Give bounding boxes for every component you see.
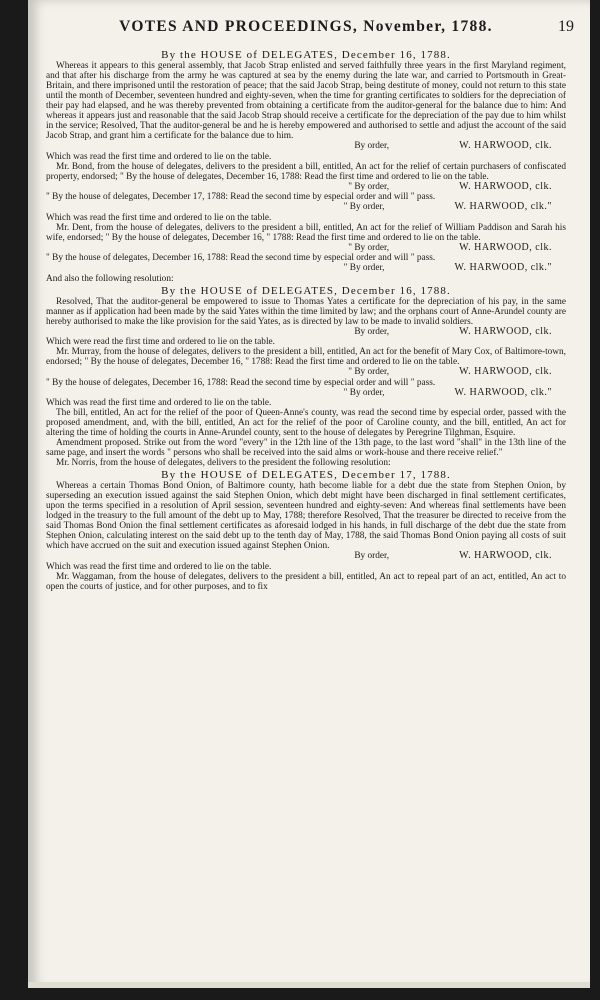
by-order-text: " By order,	[343, 387, 385, 398]
clerk-signature: W. HARWOOD, clk.	[459, 180, 552, 192]
clerk-signature: W. HARWOOD, clk.	[459, 241, 552, 253]
paragraph: Mr. Dent, from the house of delegates, delivers to the president a bill, entitled, An act for the relief of William Paddison and Sarah his wife, endorsed; " By the house of delegates, December 16, " 1788: Read the first time and ordered to lie on the table.	[46, 222, 566, 243]
clerk-signature: W. HARWOOD, clk.	[459, 140, 552, 151]
paragraph: Whereas it appears to this general assembly, that Jacob Strap enlisted and served faithfully three years in the first Maryland regiment, and that after his discharge from the army he was captured at sea by the enemy during the late war, and carried to Portsmouth in Great-Britain, and there imprisoned until the restoration of peace; that the said Jacob Strap, being destitute of money, could not return to this state until the month of December, seventeen hundred and eighty-seven, when the time for granting certificates to soldiers for the depreciation of their pay had elapsed, and he was thereby prevented from obtaining a certificate from the auditor-general for the balance due to him: And whereas it appears just and reasonable that the said Jacob Strap should receive a certificate for the depreciation of the pay due to him whilst in the service; Resolved, That the auditor-general be and he is hereby empowered and authorised to settle and adjust the account of the said Jacob Strap, and grant him a certificate for the balance due to him.	[46, 61, 566, 141]
clerk-signature: W. HARWOOD, clk.	[459, 550, 552, 561]
record-note: " By the house of delegates, December 17, 1788: Read the second time by especial order and will " pass.	[46, 192, 436, 202]
clerk-signature: W. HARWOOD, clk."	[454, 262, 552, 273]
running-head-title: VOTES AND PROCEEDINGS,	[119, 18, 359, 35]
paragraph: The bill, entitled, An act for the relief of the poor of Queen-Anne's county, was read the second time by especial order, passed with the proposed amendment, and, with the bill, entitled, An act for the relief of the poor of Caroline county, and the bill, entitled, An act for altering the time of holding the courts in Anne-Arundel county, sent to the house of delegates by Peregrine Tilghman, Esquire.	[46, 408, 566, 438]
clerk-signature: W. HARWOOD, clk.	[459, 325, 552, 337]
clerk-signature: W. HARWOOD, clk."	[454, 386, 552, 398]
record-note: " By the house of delegates, December 16, 1788: Read the second time by especial order and will " pass.	[46, 253, 436, 263]
paragraph: Mr. Waggaman, from the house of delegates, delivers to the president a bill, entitled, An act to repeal part of an act, entitled, An act to open the courts of justice, and for other purposes, and to fix	[46, 571, 566, 592]
paragraph: Mr. Bond, from the house of delegates, delivers to the president a bill, entitled, An act for the relief of certain purchasers of confiscated property, endorsed; " By the house of delegates, December 16, 1788: Read the first time and ordered to lie on the table.	[46, 161, 566, 182]
signature-line	[46, 141, 566, 152]
section-heading: By the HOUSE of DELEGATES, December 16, 1788.	[161, 284, 451, 297]
by-order-text: By order,	[354, 141, 390, 151]
page-bottom-edge	[28, 982, 590, 988]
document-page	[28, 0, 590, 988]
signature-line	[46, 243, 566, 254]
section-heading: By the HOUSE of DELEGATES, December 17, 1788.	[161, 469, 451, 481]
by-order-text: " By order,	[348, 367, 390, 377]
paragraph: Mr. Murray, from the house of delegates, delivers to the president a bill, entitled, An act for the benefit of Mary Cox, of Baltimore-town, endorsed; " By the house of delegates, December 16, " 1788: Read the first time and ordered to lie on the table.	[46, 347, 566, 367]
signature-line	[46, 551, 566, 562]
by-order-text: " By order,	[348, 242, 390, 253]
clerk-signature: W. HARWOOD, clk."	[454, 201, 552, 212]
signature-line	[46, 367, 566, 378]
by-order-text: " By order,	[348, 181, 390, 192]
body-text	[46, 50, 566, 592]
record-note: " By the house of delegates, December 16, 1788: Read the second time by especial order and will " pass.	[46, 377, 436, 388]
signature-line	[46, 388, 566, 399]
signature-line	[46, 182, 566, 193]
record-note: And also the following resolution:	[46, 273, 174, 284]
record-note: Which was read the first time and ordered to lie on the table.	[46, 398, 272, 408]
page-number: 19	[558, 18, 574, 35]
paragraph: Amendment proposed. Strike out from the word "every" in the 12th line of the 13th page, to the last word "shall" in the 13th line of the same page, and insert the words " persons who shall be received into the said alms or work-house and there receive relief."	[46, 438, 566, 458]
by-order-text: By order,	[354, 551, 390, 561]
signature-line	[46, 327, 566, 338]
record-note: Which were read the first time and ordered to lie on the table.	[46, 337, 275, 347]
paragraph: Mr. Norris, from the house of delegates, delivers to the president the following resolution:	[56, 458, 391, 468]
by-order-text: " By order,	[343, 202, 385, 212]
paragraph: Resolved, That the auditor-general be empowered to issue to Thomas Yates a certificate for the depreciation of his pay, in the same manner as if application had been made by the said Yates within the time limited by law; and the orphans court of Anne-Arundel county are hereby authorised to make the like provision for the said Yates, as is directed by law to be made to invalid soldiers.	[46, 296, 566, 327]
clerk-signature: W. HARWOOD, clk.	[459, 366, 552, 377]
running-head	[46, 14, 566, 36]
signature-line	[46, 263, 566, 274]
signature-line	[46, 202, 566, 213]
record-note: Which was read the first time and ordered to lie on the table.	[46, 151, 272, 162]
by-order-text: By order,	[354, 326, 390, 337]
section-heading: By the HOUSE of DELEGATES, December 16, 1788.	[161, 49, 451, 61]
paragraph: Whereas a certain Thomas Bond Onion, of Baltimore county, hath become liable for a debt due the state from Stephen Onion, by superseding an execution issued against the said Stephen Onion, which debt might have been discharged in final settlement certificates, upon the terms specified in a resolution of April session, seventeen hundred and eighty-seven: And whereas final settlements have been lodged in the treasury to the full amount of the debt up to May, 1788; therefore Resolved, That the treasurer be directed to receive from the said Thomas Bond Onion the final settlement certificates as aforesaid lodged in his hands, in full discharge of the debt due the state from Stephen Onion, calculating interest on the said debt up to the tenth day of May, 1788, the said Thomas Bond Onion paying all costs of suit which have accrued on the suit and execution issued against Stephen Onion.	[46, 481, 566, 551]
running-head-date: November, 1788.	[363, 18, 493, 35]
record-note: Which was read the first time and ordered to lie on the table.	[46, 561, 272, 572]
by-order-text: " By order,	[343, 263, 385, 273]
record-note: Which was read the first time and ordered to lie on the table.	[46, 212, 272, 223]
page-header	[46, 14, 574, 48]
page-content	[46, 14, 574, 592]
